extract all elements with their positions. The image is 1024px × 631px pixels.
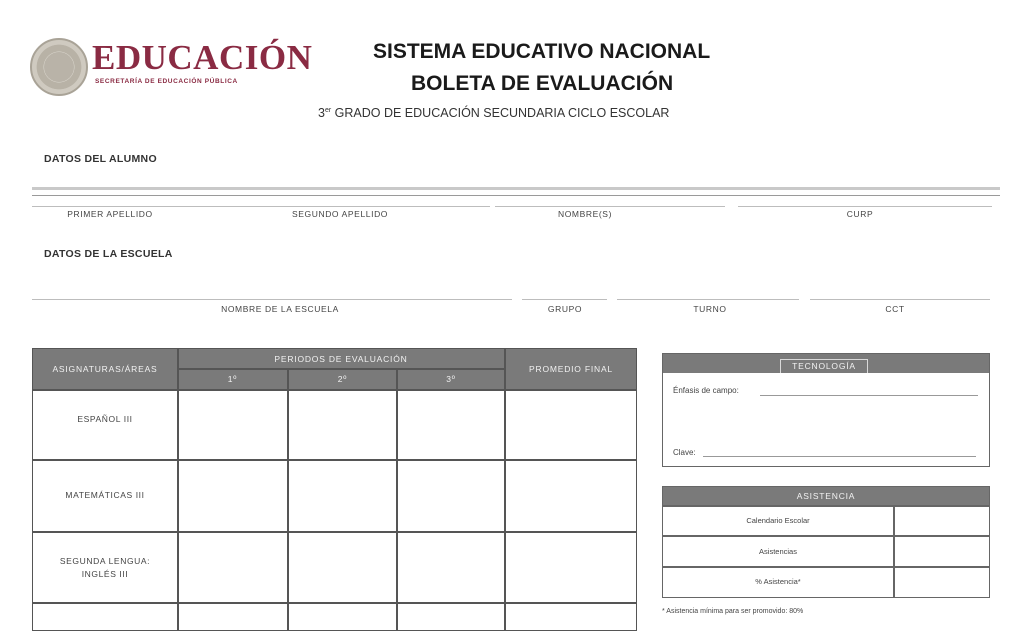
shift-label: TURNO: [693, 304, 727, 314]
document-subtitle: BOLETA DE EVALUACIÓN: [411, 72, 674, 95]
first-surname-label: PRIMER APELLIDO: [67, 209, 153, 219]
period-3-header: 3º: [398, 369, 504, 389]
second-surname-label: SEGUNDO APELLIDO: [291, 209, 389, 219]
emphasis-line[interactable]: [760, 395, 978, 396]
curp-label: CURP: [846, 209, 874, 219]
subject-second-language: SEGUNDA LENGUA:: [59, 556, 151, 566]
grade-line: [318, 106, 669, 120]
school-name-label: NOMBRE DE LA ESCUELA: [221, 304, 339, 314]
student-section-title: DATOS DEL ALUMNO: [44, 153, 157, 165]
surname2-line: [240, 206, 490, 207]
student-divider-top: [32, 187, 1000, 190]
subjects-header: ASIGNATURAS/ÁREAS: [33, 349, 177, 389]
attendance-note: * Asistencia mínima para ser promovido: 80%: [662, 608, 804, 615]
seal-emblem: [44, 52, 74, 82]
key-line[interactable]: [703, 456, 976, 457]
grade-cell[interactable]: [179, 391, 286, 458]
technology-title: TECNOLOGÍA: [792, 361, 856, 371]
calendar-label: Calendario Escolar: [746, 516, 810, 525]
group-line: [522, 299, 607, 300]
attendances-value-cell[interactable]: [895, 537, 989, 565]
subject-english: INGLÉS III: [81, 569, 129, 579]
student-divider-bottom: [32, 195, 1000, 196]
document-title: SISTEMA EDUCATIVO NACIONAL: [373, 40, 711, 63]
key-label: Clave:: [673, 448, 696, 457]
shift-line: [617, 299, 799, 300]
attendance-percent-label: % Asistencia*: [755, 577, 801, 586]
emphasis-label: Énfasis de campo:: [673, 386, 739, 395]
cct-label: CCT: [885, 304, 905, 314]
names-label: NOMBRE(S): [557, 209, 613, 219]
period-1-header: 1º: [178, 369, 287, 389]
attendances-label: Asistencias: [759, 547, 797, 556]
subject-spanish: ESPAÑOL III: [77, 414, 133, 424]
attendance-percent-value-cell[interactable]: [895, 568, 989, 597]
attendance-header: ASISTENCIA: [663, 487, 989, 505]
name-line: [495, 206, 725, 207]
brand-name: EDUCACIÓN: [92, 38, 313, 77]
grade-number: 3: [318, 106, 325, 120]
group-label: GRUPO: [547, 304, 583, 314]
period-2-header: 2º: [289, 369, 396, 389]
grade-cell[interactable]: [289, 391, 395, 458]
final-average-header: PROMEDIO FINAL: [506, 349, 636, 389]
row-line-1: [32, 459, 637, 461]
row-line-2: [32, 531, 637, 533]
calendar-value-cell[interactable]: [895, 507, 989, 534]
periods-header: PERIODOS DE EVALUACIÓN: [178, 349, 504, 368]
curp-line: [738, 206, 992, 207]
periods-divider: [178, 368, 504, 370]
grade-ordinal: er: [324, 106, 332, 114]
row-line-3: [32, 602, 637, 604]
grade-text: GRADO DE EDUCACIÓN SECUNDARIA CICLO ESCOLAR: [331, 106, 670, 120]
subject-math: MATEMÁTICAS III: [65, 490, 145, 500]
grade-cell[interactable]: [398, 391, 503, 458]
brand-subtitle: SECRETARÍA DE EDUCACIÓN PÚBLICA: [95, 78, 238, 85]
final-cell[interactable]: [506, 391, 635, 458]
school-name-line: [32, 299, 512, 300]
cct-line: [810, 299, 990, 300]
school-section-title: DATOS DE LA ESCUELA: [44, 248, 173, 260]
